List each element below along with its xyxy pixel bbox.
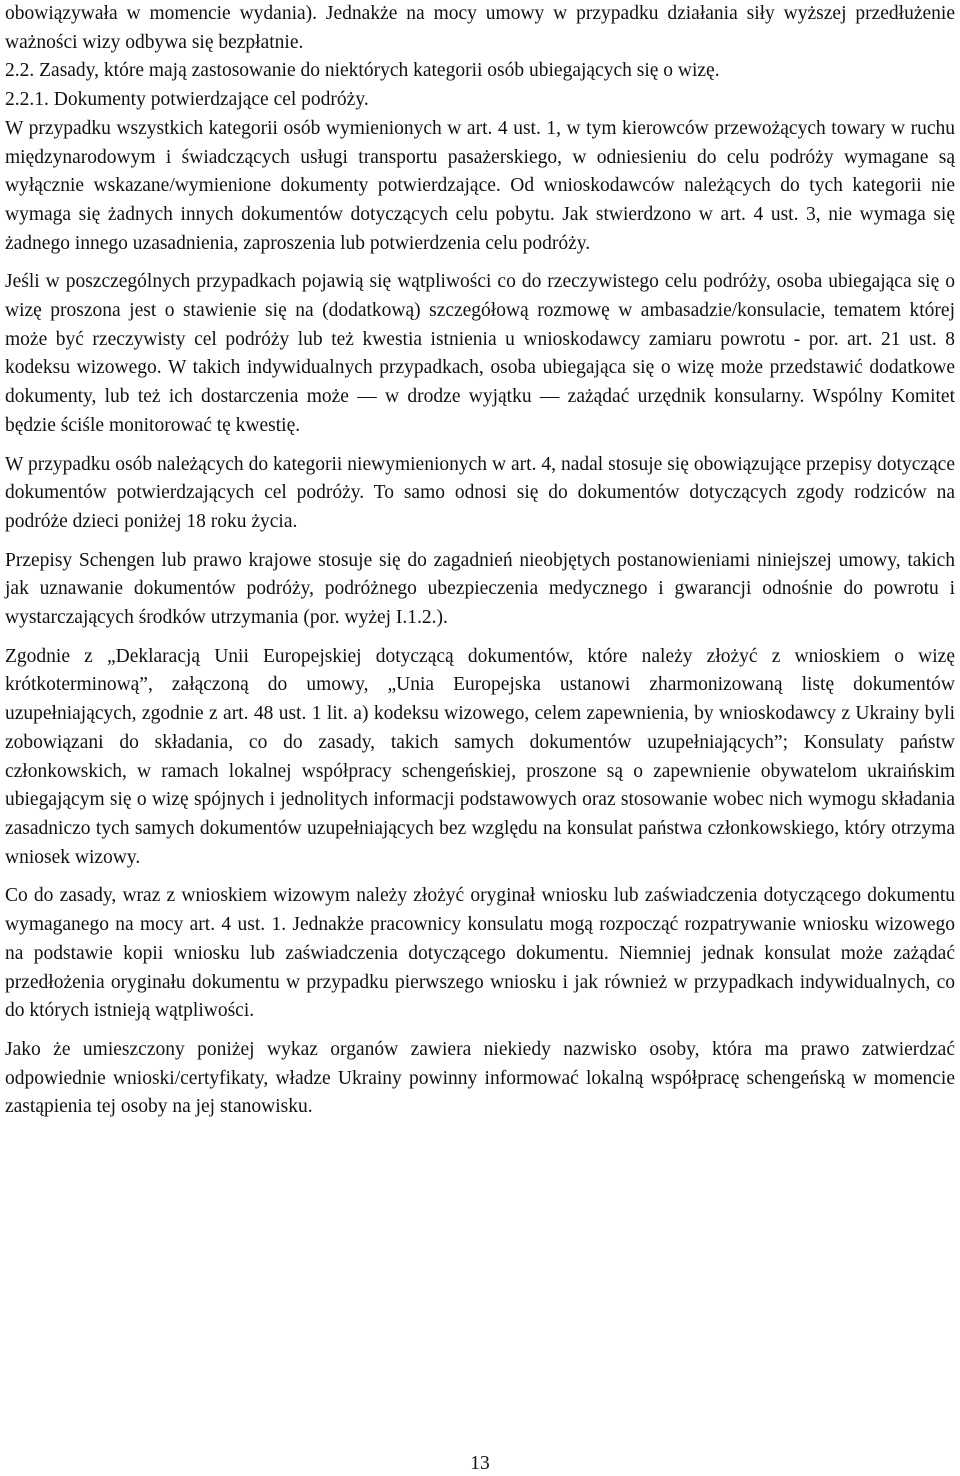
paragraph-7: Jako że umieszczony poniżej wykaz organów zawiera niekiedy nazwisko osoby, która ma prawo zatwierdzać odpowiednie wnioski/certyfikaty, władze Ukrainy powinny informować lokalną współpracę schengeńską w momencie zastąpienia tej osoby na jej stanowisku. — [5, 1038, 955, 1118]
subsection-heading-2-2-1: 2.2.1. Dokumenty potwierdzające cel podróży. — [5, 89, 369, 111]
paragraph-1: W przypadku wszystkich kategorii osób wymienionych w art. 4 ust. 1, w tym kierowców przewożących towary w ruchu międzynarodowym i świadczących usługi transportu pasażerskiego, w odniesieniu do celu podróży wymagane są wyłącznie wskazane/wymienione dokumenty potwierdzające. Od wnioskodawców należących do tych kategorii nie wymaga się żadnych innych dokumentów dotyczących celu pobytu. Jak stwierdzono w art. 4 ust. 3, nie wymaga się żadnego innego uzasadnienia, zaproszenia lub potwierdzenia celu podróży. — [5, 117, 955, 254]
paragraph-2: Jeśli w poszczególnych przypadkach pojawią się wątpliwości co do rzeczywistego celu podróży, osoba ubiegająca się o wizę proszona jest o stawienie się na (dodatkową) szczegółową rozmowę w ambasadzie/konsulacie, tematem której może być rzeczywisty cel podróży lub też kwestia istnienia u wnioskodawcy zamiaru powrotu - por. art. 21 ust. 8 kodeksu wizowego. W takich indywidualnych przypadkach, osoba ubiegająca się o wizę może przedstawić dodatkowe dokumenty, lub też ich dostarczenia może — w drodze wyjątku — zażądać urzędnik konsularny. Wspólny Komitet będzie ściśle monitorować tę kwestię. — [5, 271, 955, 436]
paragraph-3: W przypadku osób należących do kategorii niewymienionych w art. 4, nadal stosuje się obowiązujące przepisy dotyczące dokumentów potwierdzających cel podróży. To samo odnosi się do dokumentów dotyczących zgody rodziców na podróże dzieci poniżej 18 roku życia. — [5, 453, 955, 532]
paragraph-4: Przepisy Schengen lub prawo krajowe stosuje się do zagadnień nieobjętych postanowieniami niniejszej umowy, takich jak uznawanie dokumentów podróży, podróżnego ubezpieczenia medycznego i gwarancji odnośnie do powrotu i wystarczających środków utrzymania (por. wyżej I.1.2.). — [5, 549, 955, 629]
paragraph-6: Co do zasady, wraz z wnioskiem wizowym należy złożyć oryginał wniosku lub zaświadczenia dotyczącego dokumentu wymaganego na mocy art. 4 ust. 1. Jednakże pracownicy konsulatu mogą rozpocząć rozpatrywanie wniosku wizowego na podstawie kopii wniosku lub zaświadczenia dotyczącego dokumentu. Niemniej jednak konsulat może zażądać przedłożenia oryginału dokumentu w przypadku pierwszego wniosku i jak również w przypadkach indywidualnych, co do których istnieją wątpliwości. — [5, 885, 955, 1022]
intro-paragraph: obowiązywała w momencie wydania). Jednakże na mocy umowy w przypadku działania siły wyższej przedłużenie ważności wizy odbywa się bezpłatnie. — [5, 3, 955, 53]
page-number: 13 — [470, 1453, 490, 1474]
document-page — [5, 0, 955, 1132]
paragraph-5: Zgodnie z „Deklaracją Unii Europejskiej dotyczącą dokumentów, które należy złożyć z wnioskiem o wizę krótkoterminową”, załączoną do umowy, „Unia Europejska ustanowi zharmonizowaną listę dokumentów uzupełniających, zgodnie z art. 48 ust. 1 lit. a) kodeksu wizowego, celem zapewnienia, by wnioskodawcy z Ukrainy byli zobowiązani do składania, co do zasady, takich samych dokumentów uzupełniających”; Konsulaty państw członkowskich, w ramach lokalnej współpracy schengeńskiej, proszone są o zapewnienie obywatelom ukraińskim ubiegającym się o wizę spójnych i jednolitych informacji podstawowych oraz stosowanie wobec nich wymogu składania zasadniczo tych samych dokumentów uzupełniających bez względu na konsulat państwa członkowskiego, który otrzyma wniosek wizowy. — [5, 645, 955, 868]
section-heading-2-2: 2.2. Zasady, które mają zastosowanie do niektórych kategorii osób ubiegających się o wizę. — [5, 60, 720, 82]
